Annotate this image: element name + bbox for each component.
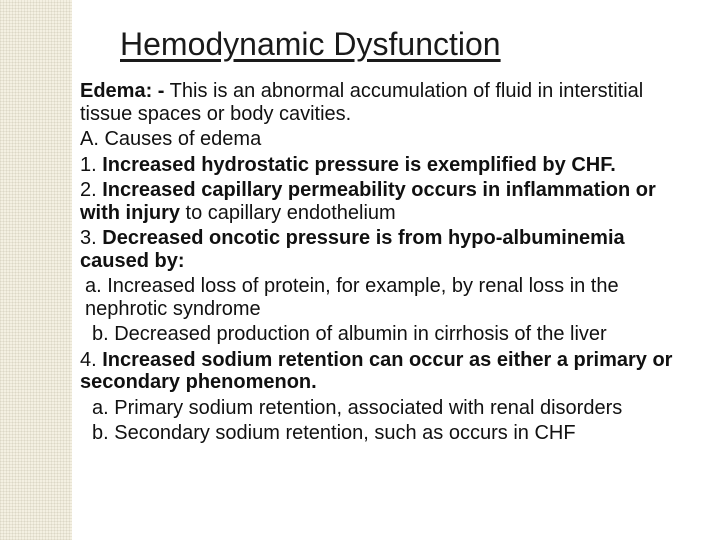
- edema-definition: [80, 80, 690, 125]
- item-2-rest-text: to capillary endothelium: [180, 201, 396, 224]
- item-2-number: 2.: [80, 179, 103, 201]
- list-item-4b: b. Secondary sodium retention, such as occurs in CHF: [92, 422, 576, 444]
- item-4-text: Increased sodium retention can occur as either a primary or secondary phenomenon.: [80, 348, 673, 393]
- item-3-text: Decreased oncotic pressure is from hypo-albuminemia caused by:: [80, 227, 625, 272]
- list-item-3b: b. Decreased production of albumin in cirrhosis of the liver: [92, 323, 607, 345]
- list-item-4: [80, 349, 690, 394]
- item-4-number: 4.: [80, 348, 103, 371]
- list-item-4a: a. Primary sodium retention, associated with renal disorders: [92, 396, 623, 419]
- decorative-side-strip: [0, 0, 72, 540]
- edema-definition-text: This is an abnormal accumulation of fluid in interstitial tissue spaces or body cavities.: [80, 80, 644, 125]
- list-item-2: [80, 179, 690, 224]
- item-1-text: Increased hydrostatic pressure is exemplified by CHF.: [102, 153, 616, 176]
- list-item-1: [80, 154, 690, 177]
- slide-title: Hemodynamic Dysfunction: [120, 26, 501, 62]
- item-3-number: 3.: [80, 227, 103, 249]
- item-2-bold-text: Increased capillary permeability occurs in inflammation or with injury: [80, 179, 656, 224]
- section-a-heading: A. Causes of edema: [80, 128, 262, 150]
- list-item-3: [80, 227, 690, 272]
- slide-content: [80, 80, 690, 448]
- edema-term: Edema: -: [80, 80, 165, 102]
- item-1-number: 1.: [80, 153, 103, 176]
- list-item-3a: a. Increased loss of protein, for example, by renal loss in the nephrotic syndrome: [85, 275, 619, 320]
